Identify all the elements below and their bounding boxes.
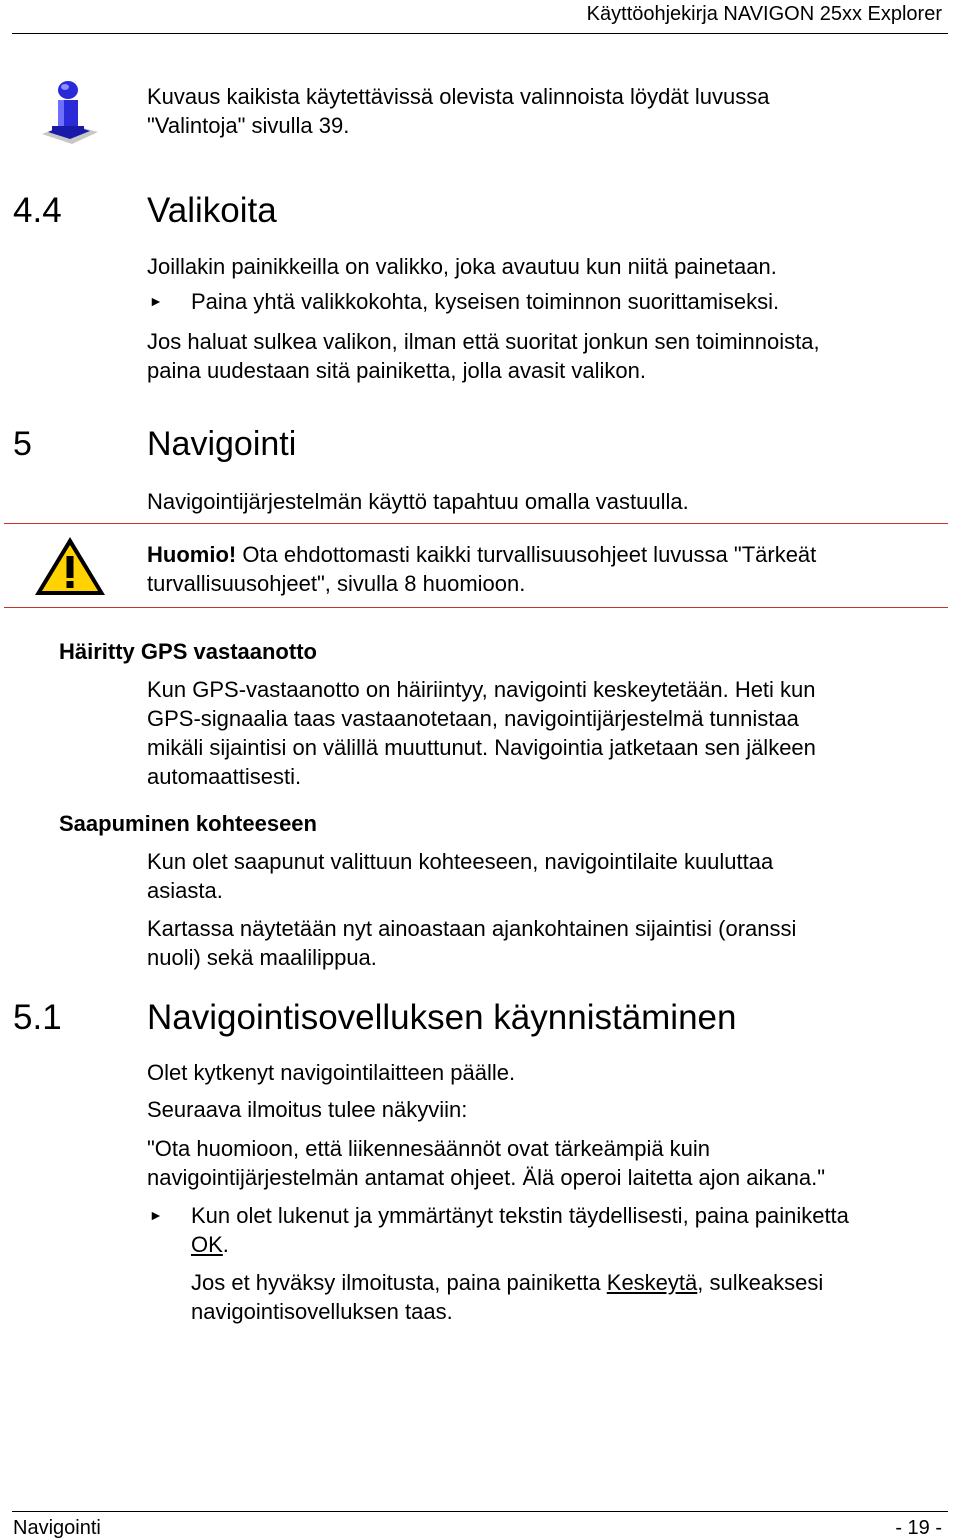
warning-top-rule xyxy=(4,523,948,524)
footer-left: Navigointi xyxy=(13,1517,101,1539)
bullet-text xyxy=(191,1201,849,1259)
subheading: Saapuminen kohteeseen xyxy=(59,811,317,836)
warning-text xyxy=(147,540,816,598)
cancel-button-reference[interactable]: Keskeytä xyxy=(606,1270,698,1295)
warning-line-text: Ota ehdottomasti kaikki turvallisuusohjeet luvussa "Tärkeät xyxy=(236,542,817,567)
section-title: Navigointisovelluksen käynnistäminen xyxy=(147,998,737,1037)
text-span: Jos et hyväksy ilmoitusta, paina painiketta xyxy=(191,1270,607,1295)
note-line: "Valintoja" sivulla 39. xyxy=(147,113,350,138)
subheading: Häiritty GPS vastaanotto xyxy=(59,639,317,664)
paragraph xyxy=(191,1268,823,1326)
warning-line: turvallisuusohjeet", sivulla 8 huomioon. xyxy=(147,571,526,596)
chapter-title: Navigointi xyxy=(147,425,297,463)
page-number: - 19 - xyxy=(895,1517,942,1539)
paragraph: Olet kytkenyt navigointilaitteen päälle. xyxy=(147,1060,516,1085)
bullet-line: Kun olet lukenut ja ymmärtänyt tekstin täydellisesti, paina painiketta xyxy=(191,1203,849,1228)
section-number: 5.1 xyxy=(13,998,62,1037)
paragraph-line xyxy=(191,1268,823,1297)
paragraph xyxy=(147,914,796,972)
paragraph-line: Kartassa näytetään nyt ainoastaan ajankohtainen sijaintisi (oranssi xyxy=(147,916,797,941)
bullet-line xyxy=(191,1230,849,1259)
bullet-arrow-icon: ► xyxy=(149,293,163,309)
text-span: , sulkeaksesi xyxy=(697,1270,824,1295)
paragraph-line: asiasta. xyxy=(147,878,223,903)
warning-bottom-rule xyxy=(4,607,948,608)
section-number: 4.4 xyxy=(13,191,62,230)
quote-line: "Ota huomioon, että liikennesäännöt ovat tärkeämpiä kuin xyxy=(147,1136,711,1161)
paragraph-line: automaattisesti. xyxy=(147,764,302,789)
warning-line xyxy=(147,540,816,569)
section-title: Valikoita xyxy=(147,191,277,230)
footer-rule xyxy=(12,1511,948,1512)
paragraph: Seuraava ilmoitus tulee näkyviin: xyxy=(147,1097,468,1122)
paragraph-line: mikäli sijaintisi on välillä muuttunut. Navigointia jatketaan sen jälkeen xyxy=(147,735,816,760)
paragraph-line: Kun GPS-vastaanotto on häiriintyy, navigointi keskeytetään. Heti kun xyxy=(147,677,816,702)
paragraph: Navigointijärjestelmän käyttö tapahtuu omalla vastuulla. xyxy=(147,489,689,514)
quote xyxy=(147,1134,825,1192)
paragraph: Joillakin painikkeilla on valikko, joka avautuu kun niitä painetaan. xyxy=(147,254,777,279)
paragraph-line: Kun olet saapunut valittuun kohteeseen, navigointilaite kuuluttaa xyxy=(147,849,774,874)
paragraph-line: paina uudestaan sitä painiketta, jolla avasit valikon. xyxy=(147,358,646,383)
paragraph-line: nuoli) sekä maalilippua. xyxy=(147,945,377,970)
ok-button-reference[interactable]: OK xyxy=(191,1232,223,1257)
paragraph xyxy=(147,847,773,905)
note-line: Kuvaus kaikista käytettävissä olevista valinnoista löydät luvussa xyxy=(147,84,770,109)
bullet-arrow-icon: ► xyxy=(149,1207,163,1223)
quote-line: navigointijärjestelmän antamat ohjeet. Älä operoi laitetta ajon aikana." xyxy=(147,1165,826,1190)
punctuation: . xyxy=(222,1232,229,1257)
header-rule xyxy=(12,33,948,34)
paragraph-line: Jos haluat sulkea valikon, ilman että suoritat jonkun sen toiminnoista, xyxy=(147,329,820,354)
paragraph xyxy=(147,675,816,791)
warning-label: Huomio! xyxy=(147,542,237,567)
paragraph xyxy=(147,327,820,385)
paragraph-line: GPS-signaalia taas vastaanotetaan, navigointijärjestelmä tunnistaa xyxy=(147,706,799,731)
paragraph-line: navigointisovelluksen taas. xyxy=(191,1299,453,1324)
info-icon xyxy=(38,76,102,148)
running-header: Käyttöohjekirja NAVIGON 25xx Explorer xyxy=(586,3,942,25)
note-text xyxy=(147,82,769,140)
bullet-text: Paina yhtä valikkokohta, kyseisen toiminnon suorittamiseksi. xyxy=(191,289,780,314)
chapter-number: 5 xyxy=(13,425,32,463)
warning-icon xyxy=(32,534,108,598)
